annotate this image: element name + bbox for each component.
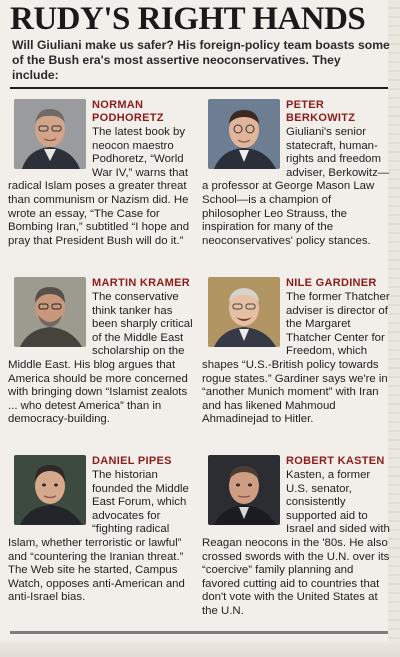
name-kramer: MARTIN KRAMER xyxy=(92,277,191,289)
text-pipes: The historian founded the Middle East Forum, which advocates for “fighting radical Islam, whether terroristic or lawful” and “countering the Iranian threat.” The Web site he started, Campus Watch, opposes anti-American and anti-Israel bias. xyxy=(8,469,189,604)
headline: RUDY'S RIGHT HANDS xyxy=(10,1,366,37)
sidebar-panel xyxy=(8,2,390,634)
profile-kramer xyxy=(8,275,198,451)
portrait-kasten xyxy=(208,455,280,525)
portrait-podhoretz xyxy=(14,99,86,169)
portrait-pipes xyxy=(14,455,86,525)
text-kramer: The conservative think tanker has been sharply critical of the Middle East scholarship on the Middle East. His blog argues that America should be more concerned with bringing down “Islamist zealots ... who detest America” than in democracy-building. xyxy=(8,291,193,426)
top-rule xyxy=(10,87,388,89)
dek: Will Giuliani make us safer? His foreign-policy team boasts some of the Bush era's most assertive neoconservatives. They include: xyxy=(12,38,390,82)
bottom-rule xyxy=(10,631,388,634)
adjacent-page-bottom xyxy=(0,641,400,657)
profile-gardiner xyxy=(202,275,390,451)
profiles-grid xyxy=(8,97,390,629)
name-berkowitz: PETER BERKOWITZ xyxy=(286,99,356,124)
text-gardiner: The former Thatcher adviser is director of the Margaret Thatcher Center for Freedom, which shapes “U.S.-British policy towards rogue states.” Gardiner says we're in “another Munich moment” with Iran and has likened Mahmoud Ahmadinejad to Hitler. xyxy=(202,291,390,426)
text-podhoretz: The latest book by neocon maestro Podhoretz, “World War IV,” warns that radical Islam poses a greater threat than communism or Nazism did. He wrote an essay, “The Case for Bombing Iran,” subtitled “I hope and pray that President Bush will do it.” xyxy=(8,126,190,247)
text-berkowitz: Giuliani's senior statecraft, human-rights and freedom adviser, Berkowitz—a professor at George Mason Law School—is a champion of philosopher Leo Strauss, the inspiration for many of the neoconservatives' policy stances. xyxy=(202,126,390,247)
profile-pipes xyxy=(8,453,198,629)
name-pipes: DANIEL PIPES xyxy=(92,455,172,467)
profile-berkowitz xyxy=(202,97,390,273)
portrait-gardiner xyxy=(208,277,280,347)
profile-kasten xyxy=(202,453,390,629)
name-podhoretz: NORMAN PODHORETZ xyxy=(92,99,164,124)
profile-podhoretz xyxy=(8,97,198,273)
name-kasten: ROBERT KASTEN xyxy=(286,455,385,467)
portrait-berkowitz xyxy=(208,99,280,169)
portrait-kramer xyxy=(14,277,86,347)
name-gardiner: NILE GARDINER xyxy=(286,277,377,289)
text-kasten: Kasten, a former U.S. senator, consistently supported aid to Israel and sided with Reagan neocons in the '80s. He also crossed swords with the U.N. over its “coercive” family planning and favored cutting aid to countries that don't vote with the United States at the U.N. xyxy=(202,469,390,617)
